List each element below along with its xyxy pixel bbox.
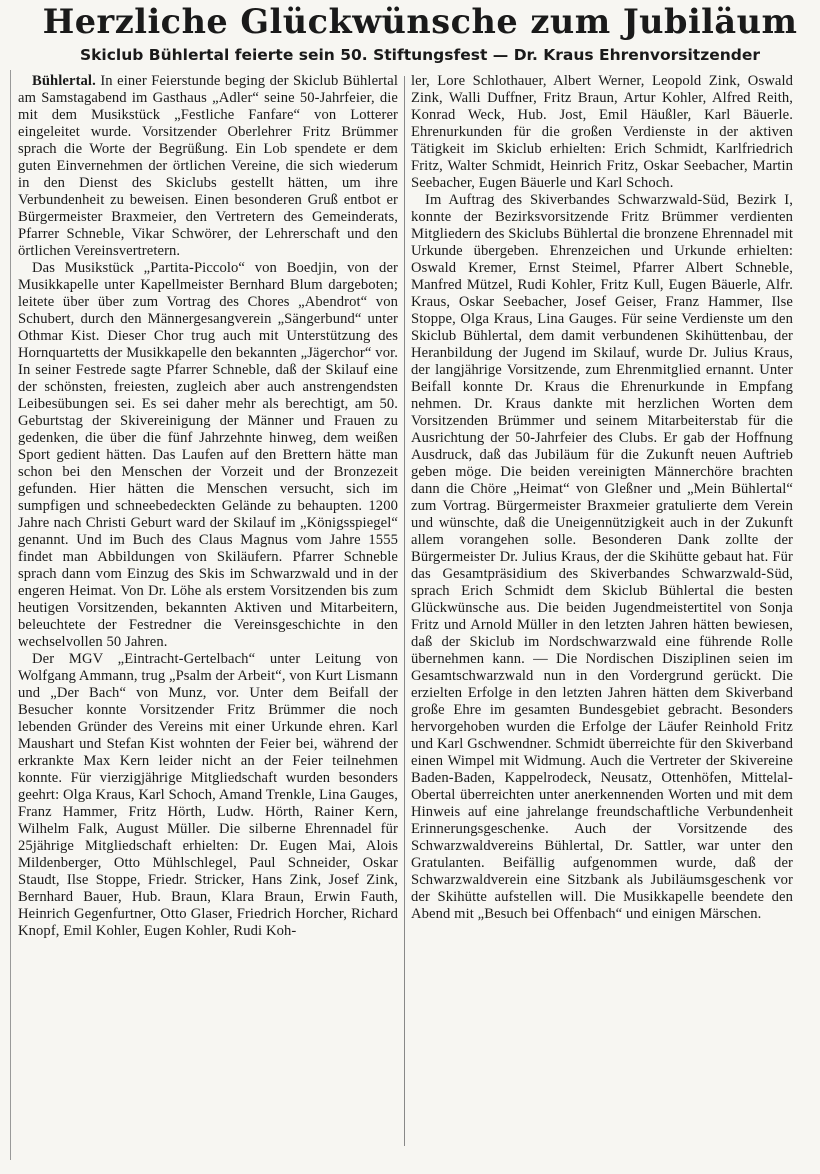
paragraph: Der MGV „Eintracht-Gertelbach“ unter Leitung von Wolfgang Ammann, trug „Psalm der Arbeit“, von Kurt Lismann und „Der Bach“ von Munz, vor. Unter dem Beifall der Besucher konnte Vorsitzender Fritz Brümmer die noch lebenden Gründer des Vereins mit einer Urkunde ehren. Karl Maushart und Stefan Kist wohnten der Feier bei, während der erkrankte Max Kern leider nicht an der Feier teilnehmen konnte. Für vierzigjährige Mitgliedschaft wurden besonders geehrt: Olga Kraus, Karl Schoch, Amand Trenkle, Lina Gauges, Franz Hammer, Fritz Hörth, Ludw. Hörth, Rainer Kern, Wilhelm Falk, August Müller. Die silberne Ehrennadel für 25jährige Mitgliedschaft erhielten: Dr. Eugen Mai, Alois Mildenberger, Otto Mühlschlegel, Paul Schneider, Oskar Staudt, Ilse Stoppe, Friedr. Stricker, Hans Zink, Josef Zink, Bernhard Bauer, Hub. Braun, Klara Braun, Erwin Fauth, Heinrich Gegenfurtner, Otto Glaser, Friedrich Horcher, Richard Knopf, Emil Kohler, Eugen Kohler, Rudi Koh- (18, 651, 398, 939)
paragraph: Im Auftrag des Skiverbandes Schwarzwald-Süd, Bezirk I, konnte der Bezirksvorsitzende Fritz Brümmer verdienten Mitgliedern des Skiclubs Bühlertal die bronzene Ehrennadel mit Urkunde übergeben. Ehrenzeichen und Urkunde erhielten: Oswald Kremer, Ernst Steimel, Pfarrer Albert Schneble, Manfred Mützel, Rudi Kohler, Fritz Kull, Eugen Bäuerle, Alfr. Kraus, Oskar Seebacher, Josef Geiser, Franz Hammer, Ilse Stoppe, Olga Kraus, Lina Gauges. Für seine Verdienste um den Skiclub Bühlertal, dem damit verbundenen Skihüttenbau, der Heranbildung der Jugend im Skilauf, wurde Dr. Julius Kraus, der langjährige Vorsitzende, zum Ehrenmitglied ernannt. Unter Beifall konnte Dr. Kraus die Ehrenurkunde in Empfang nehmen. Dr. Kraus dankte mit herzlichen Worten dem Vorsitzenden Brümmer und seinem Mitarbeiterstab für die Ausrichtung der 50-Jahrfeier des Clubs. Er gab der Hoffnung Ausdruck, daß das Jubiläum für die Zukunft neuen Auftrieb geben möge. Die beiden vereinigten Männerchöre brachten dann die Chöre „Heimat“ von Gleßner und „Mein Bühlertal“ zum Vortrag. Bürgermeister Braxmeier gratulierte dem Verein und wünschte, daß die Uneigennützigkeit auch in der Zukunft allem vorangehen solle. Besonderen Dank zollte der Bürgermeister Dr. Julius Kraus, der die Skihütte gebaut hat. Für das Gesamtpräsidium des Skiverbandes Schwarzwald-Süd, sprach Erich Schmidt dem Skiclub Bühlertal die besten Glückwünsche aus. Die beiden Jugendmeistertitel von Sonja Fritz und Arnold Müller in den letzten Jahren hätten bewiesen, daß der Skiclub im Nordschwarzwald eine führende Rolle übernehmen kann. — Die Nordischen Disziplinen seien im Gesamtschwarzwald nun in den Vordergrund gerückt. Die erzielten Erfolge in den letzten Jahren hätten dem Skiverband große Ehre im gesamten Bundesgebiet gebracht. Besonders hervorgehoben wurden die Erfolge der Läufer Reinhold Fritz und Karl Gschwendner. Schmidt überreichte für den Skiverband einen Wimpel mit Widmung. Auch die Vertreter der Skivereine Baden-Baden, Kappelrodeck, Neusatz, Ottenhöfen, Mittelal-Obertal überreichten unter anerkennenden Worten und mit dem Hinweis auf eine jahrelange freundschaftliche Verbundenheit Erinnerungsgeschenke. Auch der Vorsitzende des Schwarzwaldvereins Bühlertal, Dr. Sattler, war unter den Gratulanten. Beifällig aufgenommen wurde, daß der Schwarzwaldverein eine Sitzbank als Jubiläumsgeschenk vor der Skihütte aufstellen will. Die Musikkapelle beendete den Abend mit „Besuch bei Offenbach“ und einigen Märschen. (411, 192, 793, 922)
column-divider (404, 76, 405, 1146)
paragraph: Das Musikstück „Partita-Piccolo“ von Boedjin, von der Musikkapelle unter Kapellmeister Bernhard Blum dargeboten; leitete über über zum Vortrag des Chores „Abendrot“ von Schubert, durch den Männergesangverein „Sängerbund“ unter Othmar Kist. Dieser Chor trug auch mit Unterstützung des Hornquartetts der Musikkapelle den bekannten „Jägerchor“ vor. In seiner Festrede sagte Pfarrer Schneble, daß der Skilauf eine der schönsten, freiesten, zugleich aber auch anstrengendsten Leibesübungen sei. Es sei daher mehr als berechtigt, am 50. Geburtstag der Skivereinigung der Männer und Frauen zu gedenken, die über die fünf Jahrzehnte hinweg, dem weißen Sport gedient hätten. Das Laufen auf den Brettern hätte man schon bei den Menschen der Vorzeit und der Bronzezeit gefunden. Hier hätten die Menschen versucht, sich im sumpfigen und schneebedeckten Gelände zu behaupten. 1200 Jahre nach Christi Geburt ward der Skilauf im „Königsspiegel“ genannt. Und im Buch des Claus Magnus vom Jahre 1555 findet man Abbildungen von Skiläufern. Pfarrer Schneble sprach dann vom Einzug des Skis im Schwarzwald und in der engeren Heimat. Von Dr. Löhe als erstem Vorsitzenden bis zum heutigen Vorsitzenden, bekannten Aktiven und Mitarbeitern, beleuchtete der Festredner die Vereinsgeschichte in den wechselvollen 50 Jahren. (18, 260, 398, 650)
article-column-1 (18, 73, 398, 940)
left-margin-rule (10, 70, 11, 1160)
paragraph: ler, Lore Schlothauer, Albert Werner, Leopold Zink, Oswald Zink, Walli Duffner, Fritz Braun, Artur Kohler, Alfred Reith, Konrad Weck, Hub. Jost, Emil Häußler, Karl Bäuerle. Ehrenurkunden für die großen Verdienste in der aktiven Tätigkeit im Skiclub erhielten: Erich Schmidt, Karlfriedrich Fritz, Walter Schmidt, Heinrich Fritz, Oskar Seebacher, Martin Seebacher, Eugen Bäuerle und Karl Schoch. (411, 73, 793, 191)
article-column-2 (411, 73, 793, 923)
headline: Herzliche Glückwünsche zum Jubiläum (42, 2, 798, 41)
paragraph (18, 73, 398, 260)
paragraph-text: In einer Feierstunde beging der Skiclub Bühlertal am Samstagabend im Gasthaus „Adler“ seine 50-Jahrfeier, die mit dem Musikstück „Festliche Fanfare“ von Lotterer eingeleitet wurde. Vorsitzender Oberlehrer Fritz Brümmer sprach die Worte der Begrüßung. Ein Lob spendete er dem guten Einvernehmen der örtlichen Vereine, die sich wiederum in den Dienst des Skiclubs gestellt hätten, um ihre Verbundenheit zu beweisen. Einen besonderen Gruß entbot er Bürgermeister Braxmeier, den Vertretern des Gemeinderats, Pfarrer Schneble, Vikar Schwörer, der Lehrerschaft und den örtlichen Vereinsvertretern. (18, 73, 398, 259)
subheadline: Skiclub Bühlertal feierte sein 50. Stiftungsfest — Dr. Kraus Ehrenvorsitzender (79, 46, 761, 64)
dateline: Bühlertal. (32, 73, 96, 89)
